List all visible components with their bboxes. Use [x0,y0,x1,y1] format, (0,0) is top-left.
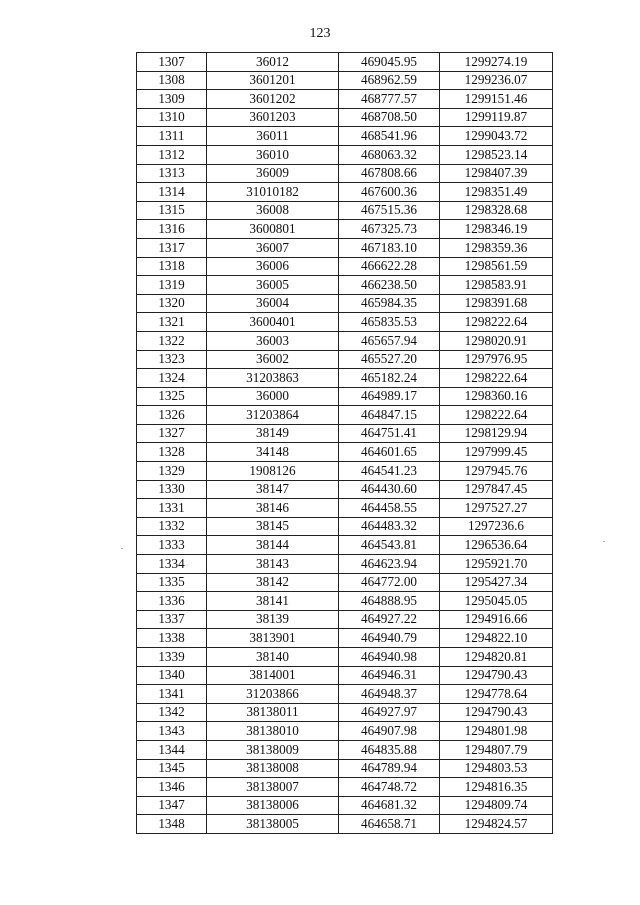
table-row [137,387,553,406]
y-coordinate-cell: 1294820.81 [440,648,553,667]
y-coordinate-cell: 1297847.45 [440,480,553,499]
y-coordinate-cell: 1294809.74 [440,796,553,815]
x-coordinate-cell: 467325.73 [339,220,440,239]
y-coordinate-cell: 1298222.64 [440,313,553,332]
point-id-cell: 38141 [207,592,339,611]
table-row [137,666,553,685]
table-row [137,313,553,332]
x-coordinate-cell: 464748.72 [339,778,440,797]
point-number-cell: 1336 [137,592,207,611]
x-coordinate-cell: 468063.32 [339,145,440,164]
x-coordinate-cell: 466238.50 [339,276,440,295]
table-row [137,127,553,146]
y-coordinate-cell: 1298583.91 [440,276,553,295]
x-coordinate-cell: 464927.97 [339,703,440,722]
point-id-cell: 36012 [207,53,339,72]
point-number-cell: 1330 [137,480,207,499]
point-id-cell: 36000 [207,387,339,406]
x-coordinate-cell: 465527.20 [339,350,440,369]
x-coordinate-cell: 464946.31 [339,666,440,685]
y-coordinate-cell: 1297976.95 [440,350,553,369]
table-row [137,480,553,499]
point-id-cell: 36011 [207,127,339,146]
point-id-cell: 36005 [207,276,339,295]
table-row [137,108,553,127]
point-number-cell: 1311 [137,127,207,146]
y-coordinate-cell: 1298351.49 [440,183,553,202]
point-id-cell: 3601203 [207,108,339,127]
y-coordinate-cell: 1294778.64 [440,685,553,704]
table-row [137,610,553,629]
point-number-cell: 1310 [137,108,207,127]
point-number-cell: 1325 [137,387,207,406]
y-coordinate-cell: 1297999.45 [440,443,553,462]
point-id-cell: 3813901 [207,629,339,648]
table-row [137,183,553,202]
point-number-cell: 1333 [137,536,207,555]
point-id-cell: 36002 [207,350,339,369]
point-number-cell: 1329 [137,462,207,481]
point-number-cell: 1342 [137,703,207,722]
table-row [137,257,553,276]
y-coordinate-cell: 1299151.46 [440,90,553,109]
point-number-cell: 1335 [137,573,207,592]
table-row [137,294,553,313]
table-row [137,740,553,759]
table-row [137,685,553,704]
x-coordinate-cell: 464948.37 [339,685,440,704]
x-coordinate-cell: 468708.50 [339,108,440,127]
y-coordinate-cell: 1299236.07 [440,71,553,90]
point-id-cell: 3601202 [207,90,339,109]
point-id-cell: 38138010 [207,722,339,741]
y-coordinate-cell: 1297527.27 [440,499,553,518]
y-coordinate-cell: 1298346.19 [440,220,553,239]
x-coordinate-cell: 466622.28 [339,257,440,276]
point-number-cell: 1316 [137,220,207,239]
page-number: 123 [309,26,331,41]
point-id-cell: 3600401 [207,313,339,332]
y-coordinate-cell: 1294824.57 [440,815,553,834]
point-id-cell: 36004 [207,294,339,313]
x-coordinate-cell: 464483.32 [339,517,440,536]
point-id-cell: 38138008 [207,759,339,778]
table-row [137,536,553,555]
point-id-cell: 38144 [207,536,339,555]
x-coordinate-cell: 465182.24 [339,369,440,388]
table-row [137,796,553,815]
point-number-cell: 1331 [137,499,207,518]
y-coordinate-cell: 1294816.35 [440,778,553,797]
y-coordinate-cell: 1298523.14 [440,145,553,164]
table-row [137,629,553,648]
table-row [137,778,553,797]
point-id-cell: 31203864 [207,406,339,425]
x-coordinate-cell: 464430.60 [339,480,440,499]
table-row [137,53,553,72]
x-coordinate-cell: 467183.10 [339,238,440,257]
x-coordinate-cell: 464940.98 [339,648,440,667]
table-row [137,369,553,388]
point-id-cell: 38140 [207,648,339,667]
point-number-cell: 1334 [137,555,207,574]
point-id-cell: 38138005 [207,815,339,834]
point-id-cell: 36010 [207,145,339,164]
y-coordinate-cell: 1297945.76 [440,462,553,481]
x-coordinate-cell: 464751.41 [339,424,440,443]
point-number-cell: 1339 [137,648,207,667]
point-number-cell: 1341 [137,685,207,704]
x-coordinate-cell: 464543.81 [339,536,440,555]
x-coordinate-cell: 464772.00 [339,573,440,592]
y-coordinate-cell: 1299119.87 [440,108,553,127]
table-row [137,201,553,220]
point-number-cell: 1312 [137,145,207,164]
table-row [137,238,553,257]
y-coordinate-cell: 1295045.05 [440,592,553,611]
x-coordinate-cell: 464927.22 [339,610,440,629]
table-row [137,573,553,592]
y-coordinate-cell: 1298391.68 [440,294,553,313]
y-coordinate-cell: 1299043.72 [440,127,553,146]
scan-artifact-left [121,548,123,549]
point-number-cell: 1338 [137,629,207,648]
y-coordinate-cell: 1298360.16 [440,387,553,406]
x-coordinate-cell: 467515.36 [339,201,440,220]
point-number-cell: 1346 [137,778,207,797]
y-coordinate-cell: 1295427.34 [440,573,553,592]
table-row [137,722,553,741]
x-coordinate-cell: 465984.35 [339,294,440,313]
x-coordinate-cell: 467808.66 [339,164,440,183]
y-coordinate-cell: 1298328.68 [440,201,553,220]
table-row [137,276,553,295]
y-coordinate-cell: 1299274.19 [440,53,553,72]
y-coordinate-cell: 1294801.98 [440,722,553,741]
y-coordinate-cell: 1294790.43 [440,666,553,685]
point-number-cell: 1317 [137,238,207,257]
x-coordinate-cell: 465835.53 [339,313,440,332]
table-row [137,555,553,574]
point-number-cell: 1319 [137,276,207,295]
x-coordinate-cell: 464541.23 [339,462,440,481]
point-number-cell: 1340 [137,666,207,685]
point-id-cell: 38146 [207,499,339,518]
table-row [137,499,553,518]
point-number-cell: 1347 [137,796,207,815]
table-row [137,331,553,350]
point-id-cell: 34148 [207,443,339,462]
x-coordinate-cell: 468962.59 [339,71,440,90]
point-id-cell: 38138011 [207,703,339,722]
x-coordinate-cell: 467600.36 [339,183,440,202]
table-row [137,443,553,462]
y-coordinate-cell: 1294790.43 [440,703,553,722]
point-id-cell: 1908126 [207,462,339,481]
point-id-cell: 36003 [207,331,339,350]
point-number-cell: 1348 [137,815,207,834]
y-coordinate-cell: 1298129.94 [440,424,553,443]
point-id-cell: 38138009 [207,740,339,759]
point-number-cell: 1323 [137,350,207,369]
table-row [137,703,553,722]
y-coordinate-cell: 1296536.64 [440,536,553,555]
y-coordinate-cell: 1298407.39 [440,164,553,183]
y-coordinate-cell: 1298020.91 [440,331,553,350]
point-number-cell: 1320 [137,294,207,313]
y-coordinate-cell: 1294822.10 [440,629,553,648]
table-row [137,145,553,164]
point-id-cell: 36008 [207,201,339,220]
table-row [137,406,553,425]
point-id-cell: 36007 [207,238,339,257]
point-number-cell: 1314 [137,183,207,202]
x-coordinate-cell: 464888.95 [339,592,440,611]
x-coordinate-cell: 464940.79 [339,629,440,648]
y-coordinate-cell: 1298222.64 [440,369,553,388]
point-id-cell: 38138006 [207,796,339,815]
point-number-cell: 1321 [137,313,207,332]
y-coordinate-cell: 1294916.66 [440,610,553,629]
x-coordinate-cell: 465657.94 [339,331,440,350]
x-coordinate-cell: 464601.65 [339,443,440,462]
point-number-cell: 1308 [137,71,207,90]
point-number-cell: 1327 [137,424,207,443]
x-coordinate-cell: 464989.17 [339,387,440,406]
point-number-cell: 1315 [137,201,207,220]
y-coordinate-cell: 1297236.6 [440,517,553,536]
point-number-cell: 1318 [137,257,207,276]
point-id-cell: 31203863 [207,369,339,388]
point-number-cell: 1337 [137,610,207,629]
point-number-cell: 1322 [137,331,207,350]
x-coordinate-cell: 464658.71 [339,815,440,834]
scan-artifact-right [603,541,605,542]
y-coordinate-cell: 1298561.59 [440,257,553,276]
coordinates-table [136,52,553,834]
point-id-cell: 36009 [207,164,339,183]
point-number-cell: 1328 [137,443,207,462]
point-id-cell: 38145 [207,517,339,536]
point-id-cell: 38139 [207,610,339,629]
point-number-cell: 1313 [137,164,207,183]
point-id-cell: 36006 [207,257,339,276]
table-row [137,815,553,834]
y-coordinate-cell: 1295921.70 [440,555,553,574]
y-coordinate-cell: 1294803.53 [440,759,553,778]
point-id-cell: 38142 [207,573,339,592]
x-coordinate-cell: 464907.98 [339,722,440,741]
point-id-cell: 3600801 [207,220,339,239]
point-number-cell: 1345 [137,759,207,778]
x-coordinate-cell: 464458.55 [339,499,440,518]
point-id-cell: 38149 [207,424,339,443]
x-coordinate-cell: 464789.94 [339,759,440,778]
point-number-cell: 1307 [137,53,207,72]
point-number-cell: 1324 [137,369,207,388]
x-coordinate-cell: 464835.88 [339,740,440,759]
point-id-cell: 38143 [207,555,339,574]
point-id-cell: 38147 [207,480,339,499]
point-number-cell: 1332 [137,517,207,536]
point-id-cell: 38138007 [207,778,339,797]
point-id-cell: 3601201 [207,71,339,90]
point-number-cell: 1343 [137,722,207,741]
coordinates-table-body [137,53,553,834]
x-coordinate-cell: 469045.95 [339,53,440,72]
x-coordinate-cell: 464847.15 [339,406,440,425]
table-row [137,592,553,611]
x-coordinate-cell: 464681.32 [339,796,440,815]
point-number-cell: 1309 [137,90,207,109]
y-coordinate-cell: 1294807.79 [440,740,553,759]
table-row [137,648,553,667]
point-id-cell: 3814001 [207,666,339,685]
table-row [137,350,553,369]
x-coordinate-cell: 468541.96 [339,127,440,146]
table-row [137,71,553,90]
point-id-cell: 31203866 [207,685,339,704]
table-row [137,424,553,443]
x-coordinate-cell: 464623.94 [339,555,440,574]
point-id-cell: 31010182 [207,183,339,202]
table-row [137,517,553,536]
table-row [137,462,553,481]
table-row [137,90,553,109]
table-row [137,220,553,239]
y-coordinate-cell: 1298359.36 [440,238,553,257]
x-coordinate-cell: 468777.57 [339,90,440,109]
point-number-cell: 1344 [137,740,207,759]
point-number-cell: 1326 [137,406,207,425]
y-coordinate-cell: 1298222.64 [440,406,553,425]
table-row [137,164,553,183]
table-row [137,759,553,778]
